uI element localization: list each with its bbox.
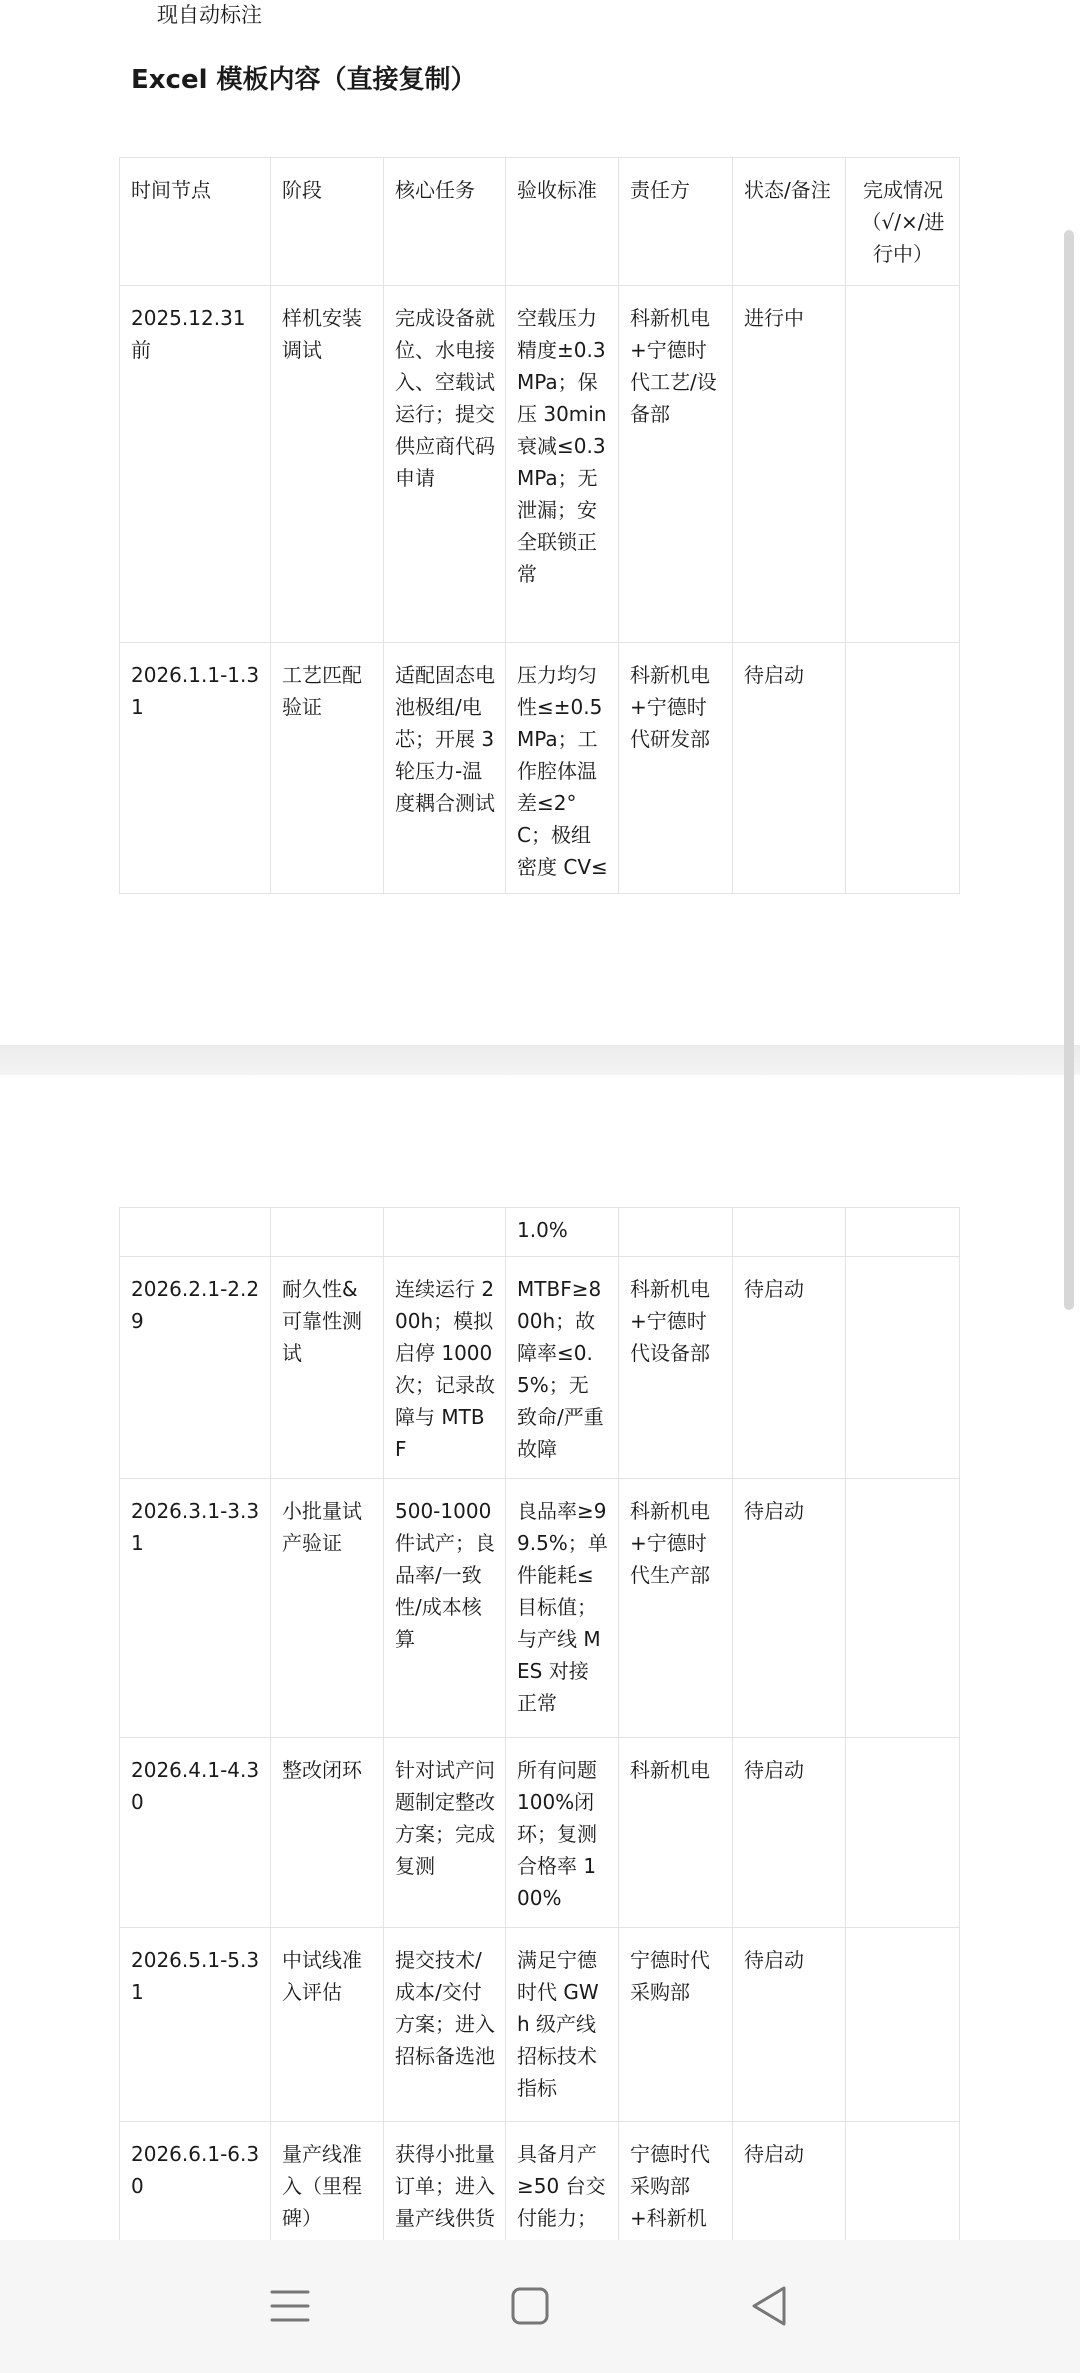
cell-stage [271,1208,384,1257]
section-title: Excel 模板内容（直接复制） [131,65,477,95]
cell-status: 待启动 [733,1738,846,1928]
header-cell: 阶段 [271,158,384,286]
cell-task: 适配固态电池极组/电芯；开展 3 轮压力-温度耦合测试 [384,643,506,894]
scrollbar[interactable] [1064,230,1074,1310]
system-navigation-bar [0,2240,1080,2373]
cell-owner: 宁德时代采购部+科新机 [619,2122,733,2332]
cell-stage: 工艺匹配验证 [271,643,384,894]
cell-status: 待启动 [733,643,846,894]
cell-completion [846,1257,960,1479]
cell-owner: 科新机电+宁德时代设备部 [619,1257,733,1479]
cell-status: 待启动 [733,2122,846,2332]
header-cell: 时间节点 [120,158,271,286]
cell-time: 2026.4.1-4.30 [120,1738,271,1928]
cell-completion [846,286,960,643]
table-row [120,1208,960,1257]
table-row [120,643,960,894]
cell-stage: 量产线准入（里程碑） [271,2122,384,2332]
cell-task: 针对试产问题制定整改方案；完成复测 [384,1738,506,1928]
cell-stage: 耐久性&可靠性测试 [271,1257,384,1479]
header-cell: 状态/备注 [733,158,846,286]
cell-status: 待启动 [733,1479,846,1738]
header-cell: 责任方 [619,158,733,286]
back-icon[interactable] [740,2276,800,2336]
cell-criteria: MTBF≥800h；故障率≤0.5%；无致命/严重故障 [506,1257,619,1479]
schedule-table-part1 [119,157,960,894]
cell-criteria: 满足宁德时代 GWh 级产线招标技术指标 [506,1928,619,2122]
cell-owner: 科新机电+宁德时代工艺/设备部 [619,286,733,643]
cell-status: 待启动 [733,1257,846,1479]
schedule-table-part2 [119,1207,960,2332]
cell-criteria: 空载压力精度±0.3MPa；保压 30min 衰减≤0.3MPa；无泄漏；安全联锁正常 [506,286,619,643]
cell-stage: 样机安装调试 [271,286,384,643]
header-cell: 核心任务 [384,158,506,286]
table-row [120,1257,960,1479]
cell-owner: 宁德时代采购部 [619,1928,733,2122]
cell-criteria: 良品率≥99.5%；单件能耗≤目标值；与产线 MES 对接正常 [506,1479,619,1738]
cell-time [120,1208,271,1257]
cell-completion [846,1928,960,2122]
cell-task: 连续运行 200h；模拟启停 1000 次；记录故障与 MTBF [384,1257,506,1479]
cell-owner: 科新机电 [619,1738,733,1928]
cell-task: 提交技术/成本/交付方案；进入招标备选池 [384,1928,506,2122]
cell-task: 500-1000 件试产；良品率/一致性/成本核算 [384,1479,506,1738]
table-row [120,1738,960,1928]
cell-criteria: 所有问题 100%闭环；复测合格率 100% [506,1738,619,1928]
cell-status: 进行中 [733,286,846,643]
cell-status [733,1208,846,1257]
top-note: 现自动标注 [157,3,262,27]
cell-owner: 科新机电+宁德时代研发部 [619,643,733,894]
document-page-1 [0,0,1080,1045]
table-row [120,1928,960,2122]
cell-criteria: 具备月产≥50 台交付能力； [506,2122,619,2332]
cell-time: 2026.5.1-5.31 [120,1928,271,2122]
cell-stage: 中试线准入评估 [271,1928,384,2122]
table-row [120,1479,960,1738]
cell-task [384,1208,506,1257]
cell-stage: 小批量试产验证 [271,1479,384,1738]
cell-task: 完成设备就位、水电接入、空载试运行；提交供应商代码申请 [384,286,506,643]
cell-owner: 科新机电+宁德时代生产部 [619,1479,733,1738]
cell-time: 2026.3.1-3.31 [120,1479,271,1738]
cell-time: 2025.12.31 前 [120,286,271,643]
cell-criteria: 压力均匀性≤±0.5MPa；工作腔体温差≤2°C；极组密度 CV≤ [506,643,619,894]
page-gap [0,1045,1080,1075]
cell-time: 2026.6.1-6.30 [120,2122,271,2332]
cell-criteria: 1.0% [506,1208,619,1257]
home-icon[interactable] [500,2276,560,2336]
cell-time: 2026.1.1-1.31 [120,643,271,894]
cell-completion [846,1738,960,1928]
table-row [120,286,960,643]
cell-task: 获得小批量订单；进入量产线供货 [384,2122,506,2332]
cell-owner [619,1208,733,1257]
cell-completion [846,1479,960,1738]
header-cell: 完成情况（√/×/进行中） [846,158,960,286]
cell-time: 2026.2.1-2.29 [120,1257,271,1479]
header-cell: 验收标准 [506,158,619,286]
cell-completion [846,643,960,894]
menu-icon[interactable] [260,2276,320,2336]
cell-completion [846,1208,960,1257]
cell-stage: 整改闭环 [271,1738,384,1928]
table-header-row [120,158,960,286]
cell-status: 待启动 [733,1928,846,2122]
